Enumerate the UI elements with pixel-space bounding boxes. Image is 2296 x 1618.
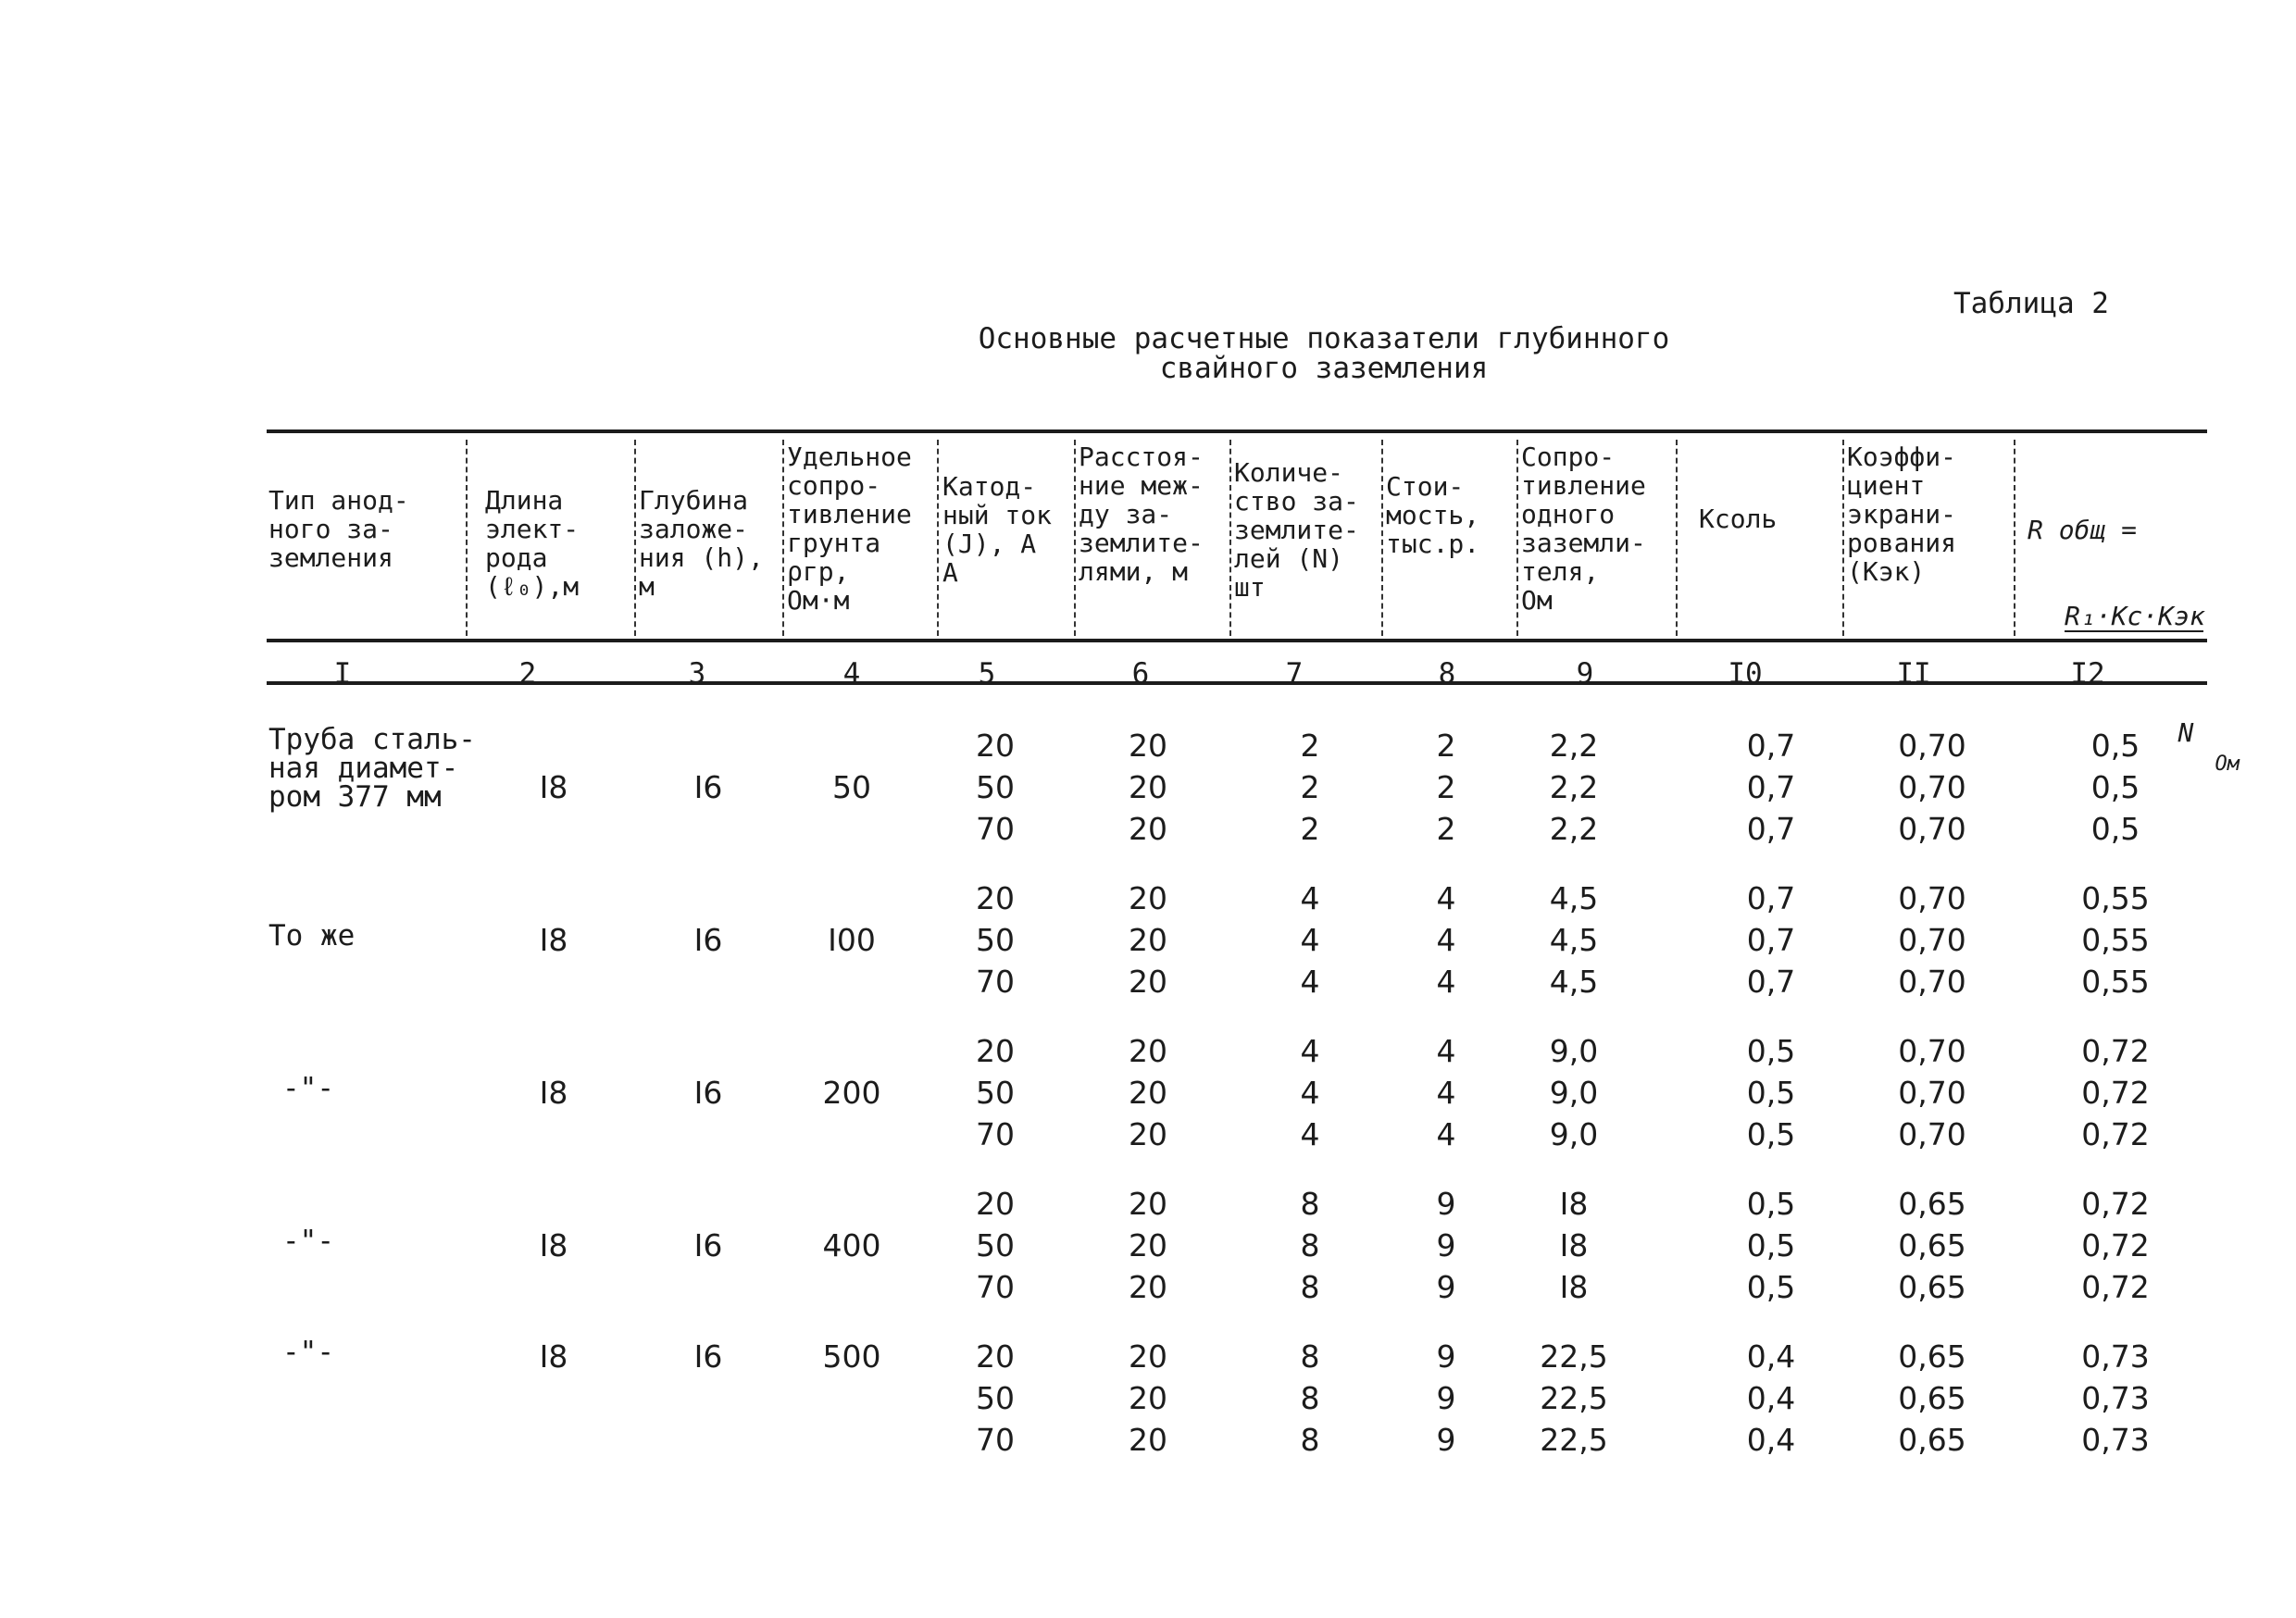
table-cell: 0,5 — [1746, 1116, 1796, 1152]
table-cell: 70 — [976, 811, 1015, 847]
cell-depth: I6 — [693, 769, 723, 805]
table-cell: 0,5 — [2090, 728, 2140, 764]
table-cell: 0,65 — [1898, 1269, 1966, 1305]
col-separator — [1381, 440, 1383, 636]
table-cell: 8 — [1300, 1227, 1320, 1263]
header-cost: Стои- мость, тыс.р. — [1386, 471, 1480, 559]
table-cell: 8 — [1300, 1186, 1320, 1222]
header-bottom-rule — [267, 639, 2207, 642]
table-cell: 4 — [1436, 1116, 1456, 1152]
table-cell: 4,5 — [1549, 922, 1599, 958]
cell-resistivity: 200 — [822, 1075, 881, 1111]
cell-length: I8 — [539, 1338, 568, 1375]
col-separator — [634, 440, 636, 636]
table-cell: 9 — [1436, 1380, 1456, 1416]
column-number: 4 — [842, 657, 861, 691]
table-cell: 4,5 — [1549, 880, 1599, 916]
table-cell: 0,72 — [2081, 1116, 2150, 1152]
column-number: 3 — [688, 657, 706, 691]
table-cell: 50 — [976, 922, 1015, 958]
table-cell: 0,5 — [1746, 1227, 1796, 1263]
table-cell: 4 — [1300, 1033, 1320, 1069]
table-label: Таблица 2 — [1953, 287, 2109, 320]
table-cell: 20 — [1129, 1227, 1167, 1263]
table-cell: 4 — [1300, 922, 1320, 958]
formula-denominator: N — [2177, 717, 2194, 748]
table-cell: 0,73 — [2081, 1422, 2150, 1458]
header-single-resistance: Сопро- тивление одного заземли- теля, Ом — [1521, 442, 1646, 616]
col-separator — [1842, 440, 1844, 636]
table-cell: 9 — [1436, 1269, 1456, 1305]
table-cell: 8 — [1300, 1380, 1320, 1416]
table-cell: 22,5 — [1540, 1380, 1608, 1416]
table-cell: I8 — [1559, 1227, 1589, 1263]
table-cell: 2 — [1300, 728, 1320, 764]
col-separator — [1516, 440, 1518, 636]
table-cell: 0,72 — [2081, 1186, 2150, 1222]
table-cell: 9 — [1436, 1422, 1456, 1458]
cell-length: I8 — [539, 769, 568, 805]
table-cell: 20 — [1129, 922, 1167, 958]
formula-line2: R₁·Kс·Kэк — [2065, 601, 2205, 631]
table-cell: 9,0 — [1549, 1116, 1599, 1152]
table-cell: 20 — [1129, 769, 1167, 805]
table-cell: 2,2 — [1549, 811, 1599, 847]
table-cell: 20 — [1129, 1033, 1167, 1069]
table-cell: 70 — [976, 964, 1015, 1000]
cell-length: I8 — [539, 1227, 568, 1263]
table-cell: 20 — [1129, 728, 1167, 764]
table-cell: 8 — [1300, 1422, 1320, 1458]
header-top-rule — [267, 429, 2207, 433]
col-separator — [1074, 440, 1076, 636]
table-cell: 0,65 — [1898, 1186, 1966, 1222]
cell-depth: I6 — [693, 922, 723, 958]
table-cell: 20 — [1129, 1269, 1167, 1305]
table-cell: 8 — [1300, 1269, 1320, 1305]
table-cell: 20 — [1129, 964, 1167, 1000]
table-cell: 0,70 — [1898, 880, 1966, 916]
table-cell: 70 — [976, 1269, 1015, 1305]
column-number: I2 — [2070, 657, 2105, 691]
table-cell: 0,4 — [1746, 1338, 1796, 1375]
cell-depth: I6 — [693, 1075, 723, 1111]
table-cell: 22,5 — [1540, 1338, 1608, 1375]
cell-resistivity: 50 — [832, 769, 871, 805]
table-cell: 0,70 — [1898, 769, 1966, 805]
col-separator — [1229, 440, 1231, 636]
cell-resistivity: I00 — [828, 922, 876, 958]
table-cell: 20 — [1129, 811, 1167, 847]
table-cell: 0,5 — [1746, 1033, 1796, 1069]
table-cell: 4 — [1436, 922, 1456, 958]
table-cell: 0,72 — [2081, 1075, 2150, 1111]
anode-type-label: -"- — [282, 1225, 334, 1258]
header-count: Количе- ство за- землите- лей (N) шт — [1234, 457, 1359, 603]
table-title-line2: свайного заземления — [1159, 352, 1489, 385]
table-cell: 0,5 — [2090, 769, 2140, 805]
table-cell: 4 — [1436, 1075, 1456, 1111]
formula-unit: Ом — [2215, 753, 2240, 776]
table-cell: 20 — [1129, 1422, 1167, 1458]
column-number: 6 — [1131, 657, 1150, 691]
table-title-line1: Основные расчетные показатели глубинного — [978, 322, 1670, 355]
table-cell: 4 — [1300, 1075, 1320, 1111]
table-cell: 70 — [976, 1116, 1015, 1152]
table-cell: 4 — [1436, 880, 1456, 916]
table-cell: 0,65 — [1898, 1338, 1966, 1375]
table-cell: 4 — [1300, 880, 1320, 916]
anode-type-label: То же — [268, 919, 356, 952]
table-cell: 0,73 — [2081, 1380, 2150, 1416]
table-cell: 0,72 — [2081, 1033, 2150, 1069]
table-cell: 20 — [1129, 1186, 1167, 1222]
table-cell: 0,4 — [1746, 1380, 1796, 1416]
header-depth: Глубина заложе- ния (h), м — [639, 485, 764, 602]
table-cell: 20 — [1129, 1075, 1167, 1111]
table-cell: 2 — [1436, 769, 1456, 805]
table-cell: 4 — [1300, 964, 1320, 1000]
header-anode-type: Тип анод- ного за- земления — [268, 485, 409, 573]
table-cell: 0,4 — [1746, 1422, 1796, 1458]
table-cell: 0,55 — [2081, 880, 2150, 916]
table-cell: 2 — [1436, 728, 1456, 764]
column-number: 8 — [1438, 657, 1456, 691]
cell-length: I8 — [539, 922, 568, 958]
table-cell: 0,72 — [2081, 1227, 2150, 1263]
col-separator — [937, 440, 939, 636]
table-cell: 50 — [976, 769, 1015, 805]
cell-resistivity: 500 — [822, 1338, 881, 1375]
header-electrode-length: Длина элект- рода (ℓ₀),м — [485, 485, 580, 602]
table-cell: 2 — [1300, 811, 1320, 847]
table-cell: 0,70 — [1898, 1116, 1966, 1152]
col-separator — [782, 440, 784, 636]
table-cell: 0,65 — [1898, 1227, 1966, 1263]
table-cell: 0,5 — [1746, 1186, 1796, 1222]
table-cell: 4 — [1436, 964, 1456, 1000]
column-number: I — [333, 657, 352, 691]
table-cell: 20 — [1129, 1380, 1167, 1416]
table-cell: 20 — [976, 1186, 1015, 1222]
table-cell: 0,7 — [1746, 728, 1796, 764]
table-cell: 20 — [976, 1338, 1015, 1375]
header-shielding-coef: Коэффи- циент экрани- рования (Кэк) — [1847, 442, 1957, 587]
table-cell: 0,7 — [1746, 811, 1796, 847]
table-cell: 0,7 — [1746, 769, 1796, 805]
table-cell: 8 — [1300, 1338, 1320, 1375]
cell-length: I8 — [539, 1075, 568, 1111]
table-cell: 0,73 — [2081, 1338, 2150, 1375]
table-cell: 2 — [1300, 769, 1320, 805]
table-cell: 0,55 — [2081, 922, 2150, 958]
header-cathode-current: Катод- ный ток (J), А А — [942, 471, 1053, 588]
table-cell: 50 — [976, 1380, 1015, 1416]
cell-depth: I6 — [693, 1338, 723, 1375]
table-cell: 9 — [1436, 1338, 1456, 1375]
col-separator — [466, 440, 468, 636]
table-cell: 9 — [1436, 1227, 1456, 1263]
column-number: 9 — [1576, 657, 1594, 691]
table-cell: 20 — [1129, 1338, 1167, 1375]
table-cell: 0,7 — [1746, 964, 1796, 1000]
anode-type-label: -"- — [282, 1072, 334, 1105]
column-number: I0 — [1728, 657, 1763, 691]
table-cell: 20 — [976, 1033, 1015, 1069]
table-cell: 0,72 — [2081, 1269, 2150, 1305]
cell-depth: I6 — [693, 1227, 723, 1263]
table-cell: 0,5 — [1746, 1269, 1796, 1305]
table-cell: 0,65 — [1898, 1380, 1966, 1416]
table-cell: 0,7 — [1746, 880, 1796, 916]
table-cell: 70 — [976, 1422, 1015, 1458]
table-cell: 4 — [1436, 1033, 1456, 1069]
table-cell: 9 — [1436, 1186, 1456, 1222]
header-k-salt: Kсоль — [1699, 504, 1778, 534]
table-cell: 9,0 — [1549, 1033, 1599, 1069]
header-distance: Расстоя- ние меж- ду за- землите- лями, м — [1079, 442, 1204, 587]
table-cell: 0,70 — [1898, 964, 1966, 1000]
column-number: 7 — [1285, 657, 1304, 691]
table-cell: 2,2 — [1549, 728, 1599, 764]
table-cell: 9,0 — [1549, 1075, 1599, 1111]
table-cell: 0,70 — [1898, 922, 1966, 958]
table-cell: 20 — [976, 728, 1015, 764]
anode-type-label: -"- — [282, 1336, 334, 1369]
table-cell: 4,5 — [1549, 964, 1599, 1000]
table-cell: 0,5 — [2090, 811, 2140, 847]
col-separator — [1676, 440, 1678, 636]
anode-type-label: Труба сталь- ная диамет- ром 377 мм — [268, 723, 476, 814]
table-cell: 22,5 — [1540, 1422, 1608, 1458]
table-title — [768, 324, 1879, 383]
table-cell: 20 — [1129, 880, 1167, 916]
header-resistivity: Удельное сопро- тивление грунта ρгр, Ом·м — [787, 442, 912, 616]
table-cell: 0,5 — [1746, 1075, 1796, 1111]
table-cell: 50 — [976, 1227, 1015, 1263]
cell-resistivity: 400 — [822, 1227, 881, 1263]
table-cell: 2,2 — [1549, 769, 1599, 805]
table-cell: 0,70 — [1898, 728, 1966, 764]
table-cell: 0,70 — [1898, 811, 1966, 847]
table-cell: I8 — [1559, 1186, 1589, 1222]
column-number: 5 — [978, 657, 996, 691]
column-number: 2 — [518, 657, 537, 691]
table-cell: 2 — [1436, 811, 1456, 847]
table-cell: 0,65 — [1898, 1422, 1966, 1458]
table-cell: 0,55 — [2081, 964, 2150, 1000]
table-cell: 20 — [1129, 1116, 1167, 1152]
table-cell: 4 — [1300, 1116, 1320, 1152]
column-number: II — [1896, 657, 1931, 691]
formula-line1: R общ = — [2028, 515, 2138, 545]
table-cell: 0,7 — [1746, 922, 1796, 958]
table-cell: I8 — [1559, 1269, 1589, 1305]
table-cell: 50 — [976, 1075, 1015, 1111]
table-cell: 0,70 — [1898, 1033, 1966, 1069]
col-separator — [2014, 440, 2015, 636]
table-cell: 20 — [976, 880, 1015, 916]
table-cell: 0,70 — [1898, 1075, 1966, 1111]
